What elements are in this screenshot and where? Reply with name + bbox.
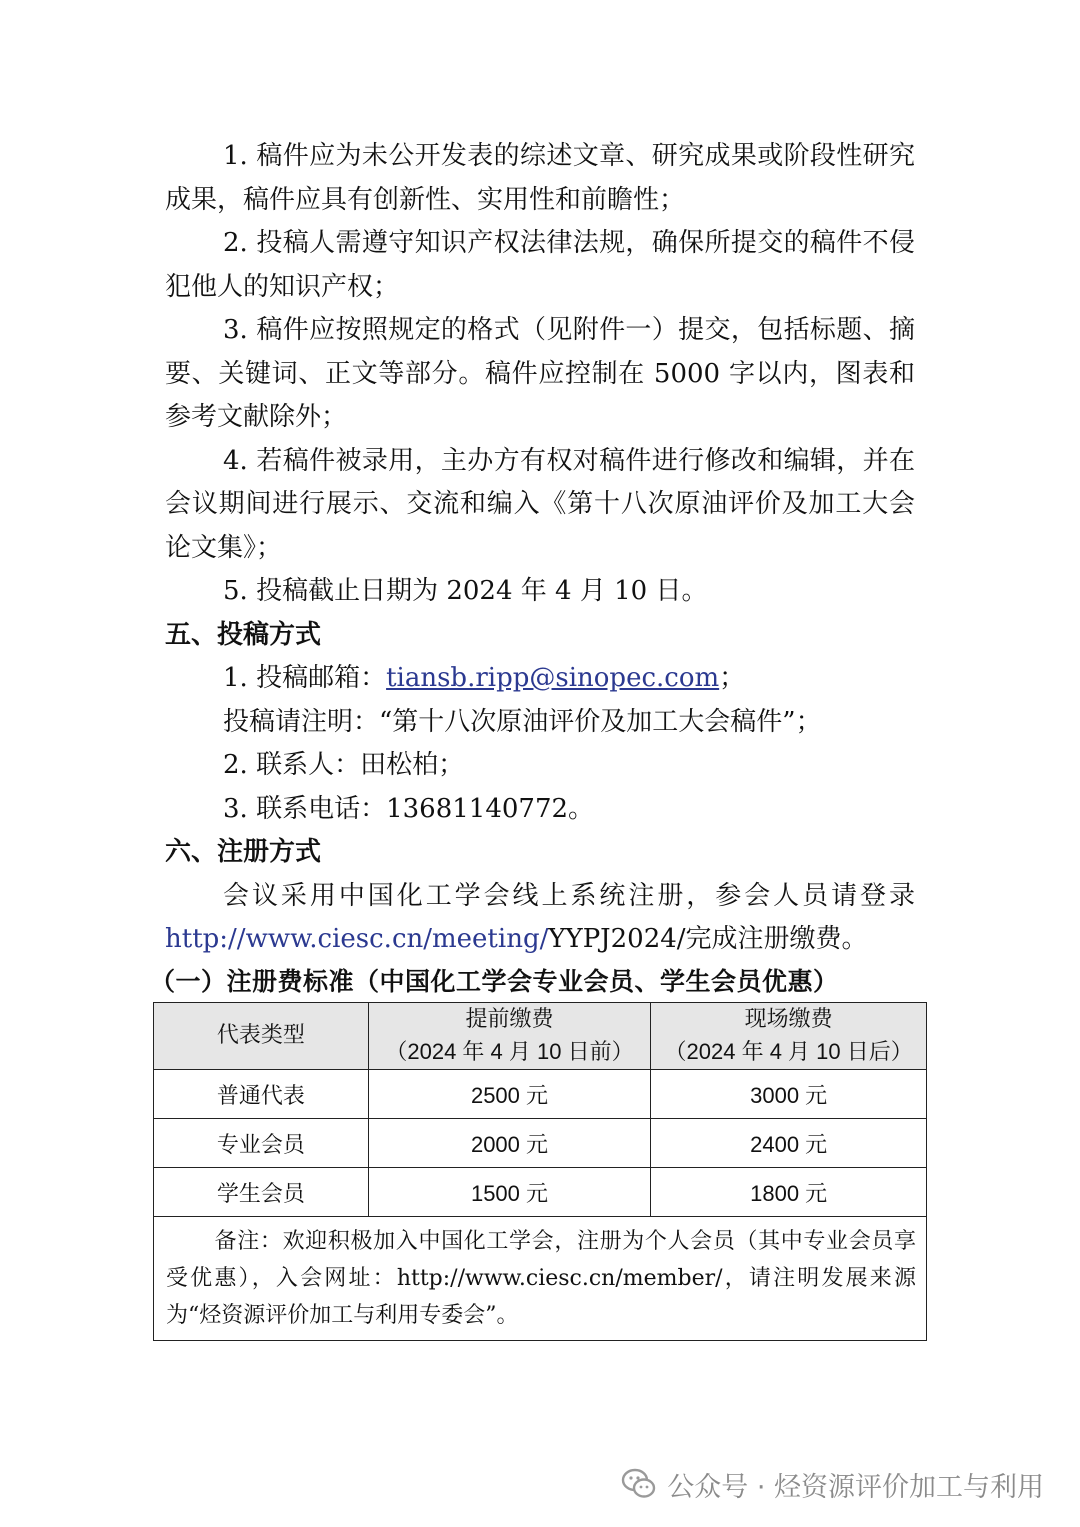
requirement-5: 5. 投稿截止日期为 2024 年 4 月 10 日。 (223, 576, 708, 606)
registration-intro: 会议采用中国化工学会线上系统注册，参会人员请登录 (223, 880, 915, 911)
registration-url-tail: YYPJ2024/完成注册缴费。 (548, 924, 868, 954)
row-onsite-fee: 1800 元 (651, 1168, 927, 1217)
watermark-footer (621, 1462, 1044, 1506)
submission-email-line (165, 657, 915, 701)
row-onsite-fee: 2400 元 (651, 1119, 927, 1168)
row-type: 专业会员 (154, 1119, 369, 1168)
fee-table-title: （一）注册费标准（中国化工学会专业会员、学生会员优惠） (150, 967, 839, 996)
requirement-2: 2. 投稿人需遵守知识产权法律法规，确保所提交的稿件不侵犯他人的知识产权； (165, 228, 915, 302)
section-heading-registration: 六、注册方式 (165, 837, 322, 867)
wechat-icon (621, 1468, 657, 1500)
fee-table-header (154, 1003, 927, 1070)
table-note (154, 1217, 927, 1341)
header-early-label: 提前缴费 (465, 1007, 554, 1032)
requirement-1: 1. 稿件应为未公开发表的综述文章、研究成果或阶段性研究成果，稿件应具有创新性、实用性和前瞻性； (165, 141, 915, 215)
contact-person: 2. 联系人：田松柏； (223, 750, 465, 780)
row-type: 普通代表 (154, 1070, 369, 1119)
table-note-row (154, 1217, 927, 1341)
table-row (154, 1070, 927, 1119)
row-type: 学生会员 (154, 1168, 369, 1217)
requirement-3: 3. 稿件应按照规定的格式（见附件一）提交，包括标题、摘要、关键词、正文等部分。稿件应控制在 5000 字以内，图表和参考文献除外； (165, 315, 915, 432)
row-early-fee: 2500 元 (368, 1070, 651, 1119)
contact-phone: 3. 联系电话：13681140772。 (223, 793, 595, 824)
row-onsite-fee: 3000 元 (651, 1070, 927, 1119)
header-onsite-label: 现场缴费 (744, 1007, 833, 1032)
section-heading-submission: 五、投稿方式 (165, 619, 322, 650)
header-onsite (651, 1003, 927, 1070)
header-type: 代表类型 (154, 1003, 369, 1070)
header-early-date: （2024 年 4 月 10 日前） (385, 1039, 634, 1064)
fee-table (153, 1002, 927, 1341)
header-early (368, 1003, 651, 1070)
document-body (165, 135, 915, 962)
header-onsite-date: （2024 年 4 月 10 日后） (664, 1039, 913, 1064)
email-link[interactable]: tiansb.ripp@sinopec.com (386, 663, 720, 693)
email-suffix: ； (719, 663, 746, 693)
submission-note: 投稿请注明：“第十八次原油评价及加工大会稿件”； (223, 706, 822, 737)
registration-url[interactable]: http://www.ciesc.cn/meeting/ (165, 924, 549, 954)
email-label: 1. 投稿邮箱： (223, 663, 387, 693)
registration-text (165, 875, 915, 962)
requirement-4: 4. 若稿件被录用，主办方有权对稿件进行修改和编辑，并在会议期间进行展示、交流和编入《第十八次原油评价及加工大会论文集》； (165, 445, 915, 563)
row-early-fee: 2000 元 (368, 1119, 651, 1168)
table-row (154, 1168, 927, 1217)
table-note-text: 备注：欢迎积极加入中国化工学会，注册为个人会员（其中专业会员享受优惠），入会网址：http://www.ciesc.cn/member/，请注明发展来源为“烃资源评价加工与利用专委会”。 (166, 1229, 916, 1328)
row-early-fee: 1500 元 (368, 1168, 651, 1217)
table-row (154, 1119, 927, 1168)
footer-text: 公众号 · 烃资源评价加工与利用 (667, 1471, 1044, 1503)
